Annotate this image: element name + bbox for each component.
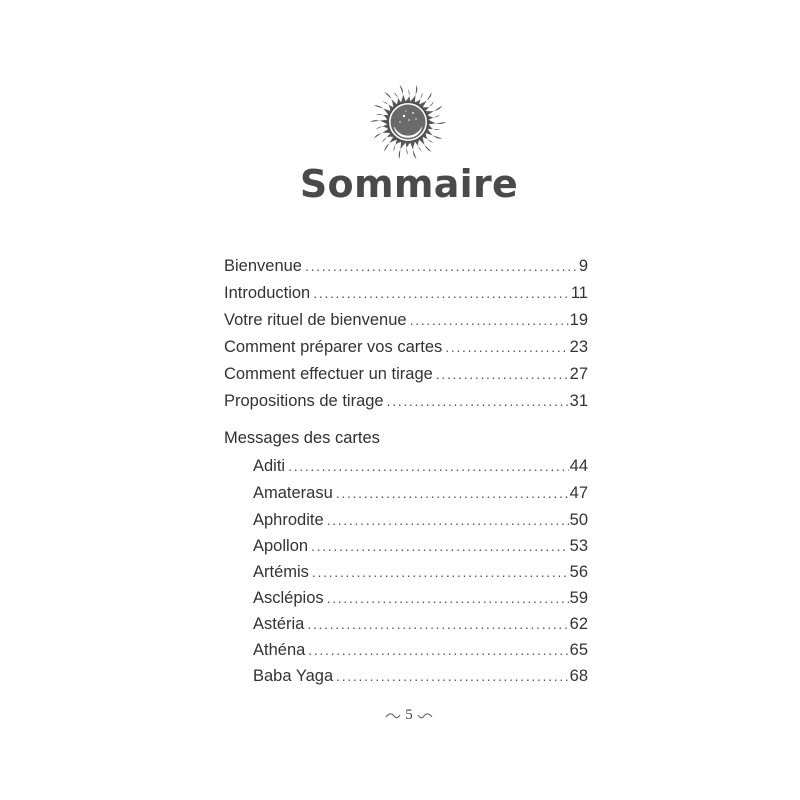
- toc-entry-page: 47: [569, 484, 588, 502]
- toc-entry-page: 62: [569, 615, 588, 633]
- toc-entry: [224, 362, 588, 386]
- sun-moon-emblem-icon: [368, 82, 448, 162]
- toc-entry-label: Votre rituel de bienvenue: [224, 311, 407, 329]
- toc-subentry: [253, 481, 588, 505]
- toc-entry-page: 9: [578, 257, 588, 275]
- sun-ray: [410, 85, 417, 102]
- toc-entry-page: 44: [569, 457, 588, 475]
- sun-ray: [384, 92, 396, 107]
- toc-subentry: [253, 454, 588, 478]
- sun-ray: [374, 105, 390, 115]
- dot-leader: [410, 308, 569, 332]
- dot-leader: [327, 586, 569, 610]
- sun-ray: [376, 114, 388, 120]
- toc-entry-label: Introduction: [224, 284, 311, 302]
- dot-leader: [445, 335, 568, 359]
- toc-entry-page: 11: [570, 284, 588, 302]
- sun-ray: [384, 137, 396, 152]
- toc-entry-page: 31: [569, 392, 588, 410]
- toc-entry: [224, 308, 588, 332]
- dot-leader: [436, 362, 569, 386]
- sun-ray: [406, 143, 411, 155]
- toc-subentry: [253, 664, 588, 688]
- swirl-ornament-icon: [385, 712, 401, 720]
- sun-ray: [426, 106, 442, 116]
- toc-entry-label: Comment préparer vos cartes: [224, 338, 443, 356]
- toc-entry-label: Artémis: [253, 563, 309, 581]
- page-title: Sommaire: [299, 162, 519, 206]
- toc-subentry: [253, 534, 588, 558]
- sun-ray: [419, 137, 431, 152]
- sun-ray: [429, 120, 446, 125]
- toc-entry-page: 27: [569, 365, 588, 383]
- toc-subentry: [253, 560, 588, 584]
- toc-subentry: [253, 586, 588, 610]
- toc-entry-label: Aphrodite: [253, 511, 324, 529]
- toc-entry-label: Baba Yaga: [253, 667, 334, 685]
- sun-ray: [400, 85, 406, 102]
- toc-entry-label: Apollon: [253, 537, 309, 555]
- sun-ray: [428, 115, 440, 120]
- sun-ray: [410, 142, 416, 159]
- sun-ray: [394, 140, 401, 152]
- dot-leader: [307, 612, 568, 636]
- toc-entry-page: 23: [569, 338, 588, 356]
- dot-leader: [336, 664, 569, 688]
- toc-entry-label: Asclépios: [253, 589, 324, 607]
- dot-leader: [308, 638, 568, 662]
- toc-subentry: [253, 508, 588, 532]
- swirl-ornament-icon: [417, 712, 433, 720]
- sun-ray: [374, 129, 390, 139]
- page-number-footer: [0, 705, 800, 725]
- sun-ray: [428, 124, 440, 130]
- section-heading: Messages des cartes: [224, 429, 380, 447]
- toc-entry: [224, 335, 588, 359]
- toc-entry-label: Athéna: [253, 641, 306, 659]
- toc-entry: [224, 389, 588, 413]
- toc-entry-label: Propositions de tirage: [224, 392, 384, 410]
- dot-leader: [288, 454, 569, 478]
- toc-entry-page: 59: [569, 589, 588, 607]
- toc-entry-page: 53: [569, 537, 588, 555]
- toc-entry-label: Aditi: [253, 457, 286, 475]
- dot-leader: [312, 560, 569, 584]
- toc-subentry: [253, 612, 588, 636]
- toc-entry-label: Amaterasu: [253, 484, 333, 502]
- toc-entry-page: 56: [569, 563, 588, 581]
- sun-ray: [370, 120, 387, 125]
- toc-entry-page: 19: [569, 311, 588, 329]
- page-number: 5: [405, 707, 413, 723]
- dot-leader: [387, 389, 569, 413]
- sun-ray: [419, 92, 431, 107]
- toc-subentry: [253, 638, 588, 662]
- sun-ray: [426, 129, 442, 139]
- toc-entry-label: Comment effectuer un tirage: [224, 365, 433, 383]
- dot-leader: [313, 281, 570, 305]
- toc-entry-label: Bienvenue: [224, 257, 302, 275]
- toc-entry-label: Astéria: [253, 615, 305, 633]
- toc-entry: [224, 281, 588, 305]
- dot-leader: [336, 481, 569, 505]
- sun-ray: [406, 89, 411, 101]
- dot-leader: [327, 508, 569, 532]
- dot-leader: [305, 254, 578, 278]
- sun-ray: [376, 124, 388, 129]
- sun-ray: [399, 142, 406, 159]
- toc-entry-page: 65: [569, 641, 588, 659]
- toc-entry: [224, 254, 588, 278]
- sun-ray: [415, 92, 422, 104]
- toc-entry-page: 68: [569, 667, 588, 685]
- dot-leader: [311, 534, 569, 558]
- toc-entry-page: 50: [569, 511, 588, 529]
